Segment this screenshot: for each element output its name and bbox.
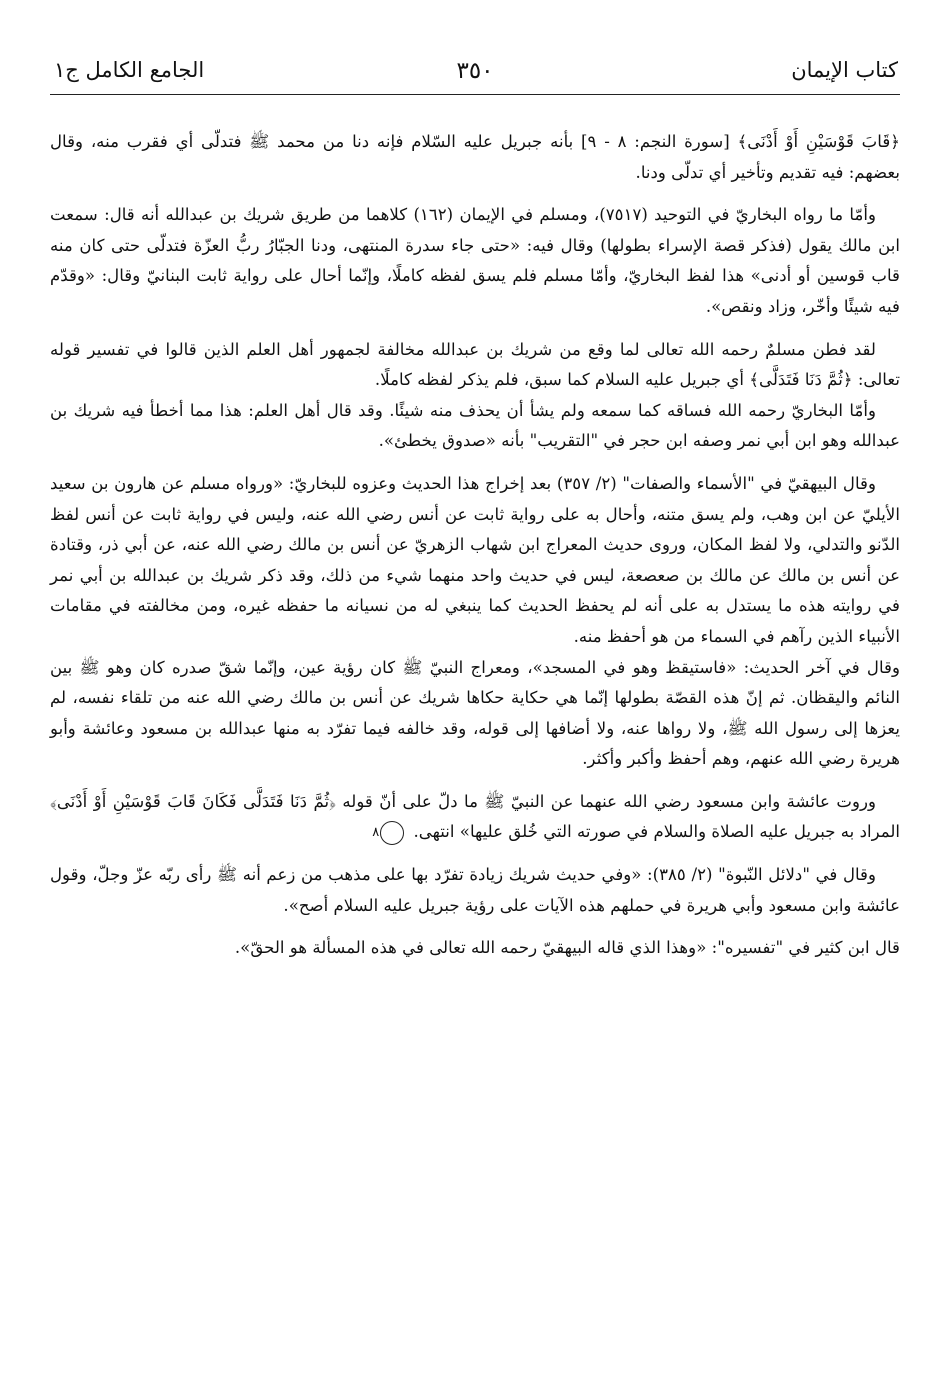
paragraph: وقال في "دلائل النّبوة" (٢/ ٣٨٥): «وفي حديث شريك زيادة تفرّد بها على مذهب من زعم أنه ﷺ رأى ربّه عزّ وجلّ، وقول عائشة وابن مسعود وأبي هريرة في حملهم هذه الآيات على رؤية جبريل عليه السلام أصح». [50,865,900,915]
footnote-marker: ٨ [380,821,404,845]
page-body [50,127,900,964]
paragraph: ﴿قَابَ قَوْسَيْنِ أَوْ أَدْنَى﴾ [سورة النجم: ٨ - ٩] بأنه جبريل عليه السّلام فإنه دنا من محمد ﷺ فتدلّى أي فقرب منه، وقال بعضهم: فيه تقديم وتأخير أي تدلّى ودنا. [50,132,901,182]
page-number: ٣٥٠ [456,58,494,84]
paragraph: وأمّا البخاريّ رحمه الله فساقه كما سمعه ولم يشأ أن يحذف منه شيئًا. وقد قال أهل العلم: هذا مما أخطأ فيه شريك بن عبدالله وهو ابن أبي نمر وصفه ابن حجر في "التقريب" بأنه «صدوق يخطئ». [50,400,900,451]
running-header [50,52,900,92]
paragraph: وأمّا ما رواه البخاريّ في التوحيد (٧٥١٧)، ومسلم في الإيمان (١٦٢) كلاهما من طريق شريك بن عبدالله أنه قال: سمعت ابن مالك يقول (فذكر قصة الإسراء بطولها) وقال فيه: «حتى جاء سدرة المنتهى، ودنا الجبّارُ ربُّ العزّة فتدلّى حتى كان منه قاب قوسين أو أدنى» هذا لفظ البخاريّ، وأمّا مسلم فلم يسق لفظه كاملًا، وإنّما أحال على رواية ثابت البنانيّ وقال: «وقدّم فيه شيئًا وأخّر، وزاد ونقص». [50,205,900,316]
paragraph: وقال البيهقيّ في "الأسماء والصفات" (٢/ ٣٥٧) بعد إخراج هذا الحديث وعزوه للبخاريّ: «ورواه مسلم عن هارون بن سعيد الأيليّ عن ابن وهب، ولم يسق متنه، وأحال به على رواية ثابت عن أنس رضي الله عنه، وليس في رواية ثابت عن أنس لفظ الدّنو والتدلي، ولا لفظ المكان، وروى حديث المعراج ابن شهاب الزهريّ عن أنس بن مالك رضي الله عنه، عن أبي ذر، وقتادة عن أنس بن مالك عن مالك بن صعصعة، ليس في حديث واحد منهما شيء من ذلك، وقد ذكر شريك بن عبدالله بن أبي نمر في روايته هذه ما يستدل به على أنه لم يحفظ الحديث كما ينبغي له من نسيانه ما حفظه غيره، ومن مخالفته في مقامات الأنبياء الذين رآهم في السماء من هو أحفظ منه. [50,473,900,646]
paragraph: قال ابن كثير في "تفسيره": «وهذا الذي قاله البيهقيّ رحمه الله تعالى في هذه المسألة هو الحقّ». [234,938,900,958]
book-page [50,52,900,1352]
paragraph: وقال في آخر الحديث: «فاستيقظ وهو في المسجد»، ومعراج النبيّ ﷺ كان رؤية عين، وإنّما شقّ صدره كان وهو ﷺ بين النائم واليقظان. ثم إنّ هذه القصّة بطولها إنّما هي حكاية حكاها شريك عن أنس بن مالك رضي الله عنه من تلقاء نفسه، لم يعزها إلى رسول الله ﷺ، ولا رواها عنه، ولا أضافها إلى قوله، وقد خالفه فيما تفرّد به منها عبدالله بن مسعود وعائشة وأبو هريرة رضي الله عنهم، وهم أحفظ وأكبر وأكثر. [50,657,900,769]
paragraph-with-footnote [50,787,900,848]
header-book-title: الجامع الكامل ج١ [54,58,205,82]
header-section-title: كتاب الإيمان [791,58,898,82]
header-rule [50,94,900,95]
paragraph: لقد فطن مسلمٌ رحمه الله تعالى لما وقع من شريك بن عبدالله مخالفة لجمهور أهل العلم الذين قالوا في تفسير قوله تعالى: ﴿ثُمَّ دَنَا فَتَدَلَّى﴾ أي جبريل عليه السلام كما سبق، فلم يذكر لفظه كاملًا. [50,339,900,390]
paragraph-text: وروت عائشة وابن مسعود رضي الله عنهما عن النبيّ ﷺ ما دلّ على أنّ قوله ﴿ثُمَّ دَنَا فَتَدَلَّى فَكَانَ قَابَ قَوْسَيْنِ أَوْ أَدْنَى﴾ المراد به جبريل عليه الصلاة والسلام في صورته التي خُلق عليها» انتهى. [50,791,900,842]
